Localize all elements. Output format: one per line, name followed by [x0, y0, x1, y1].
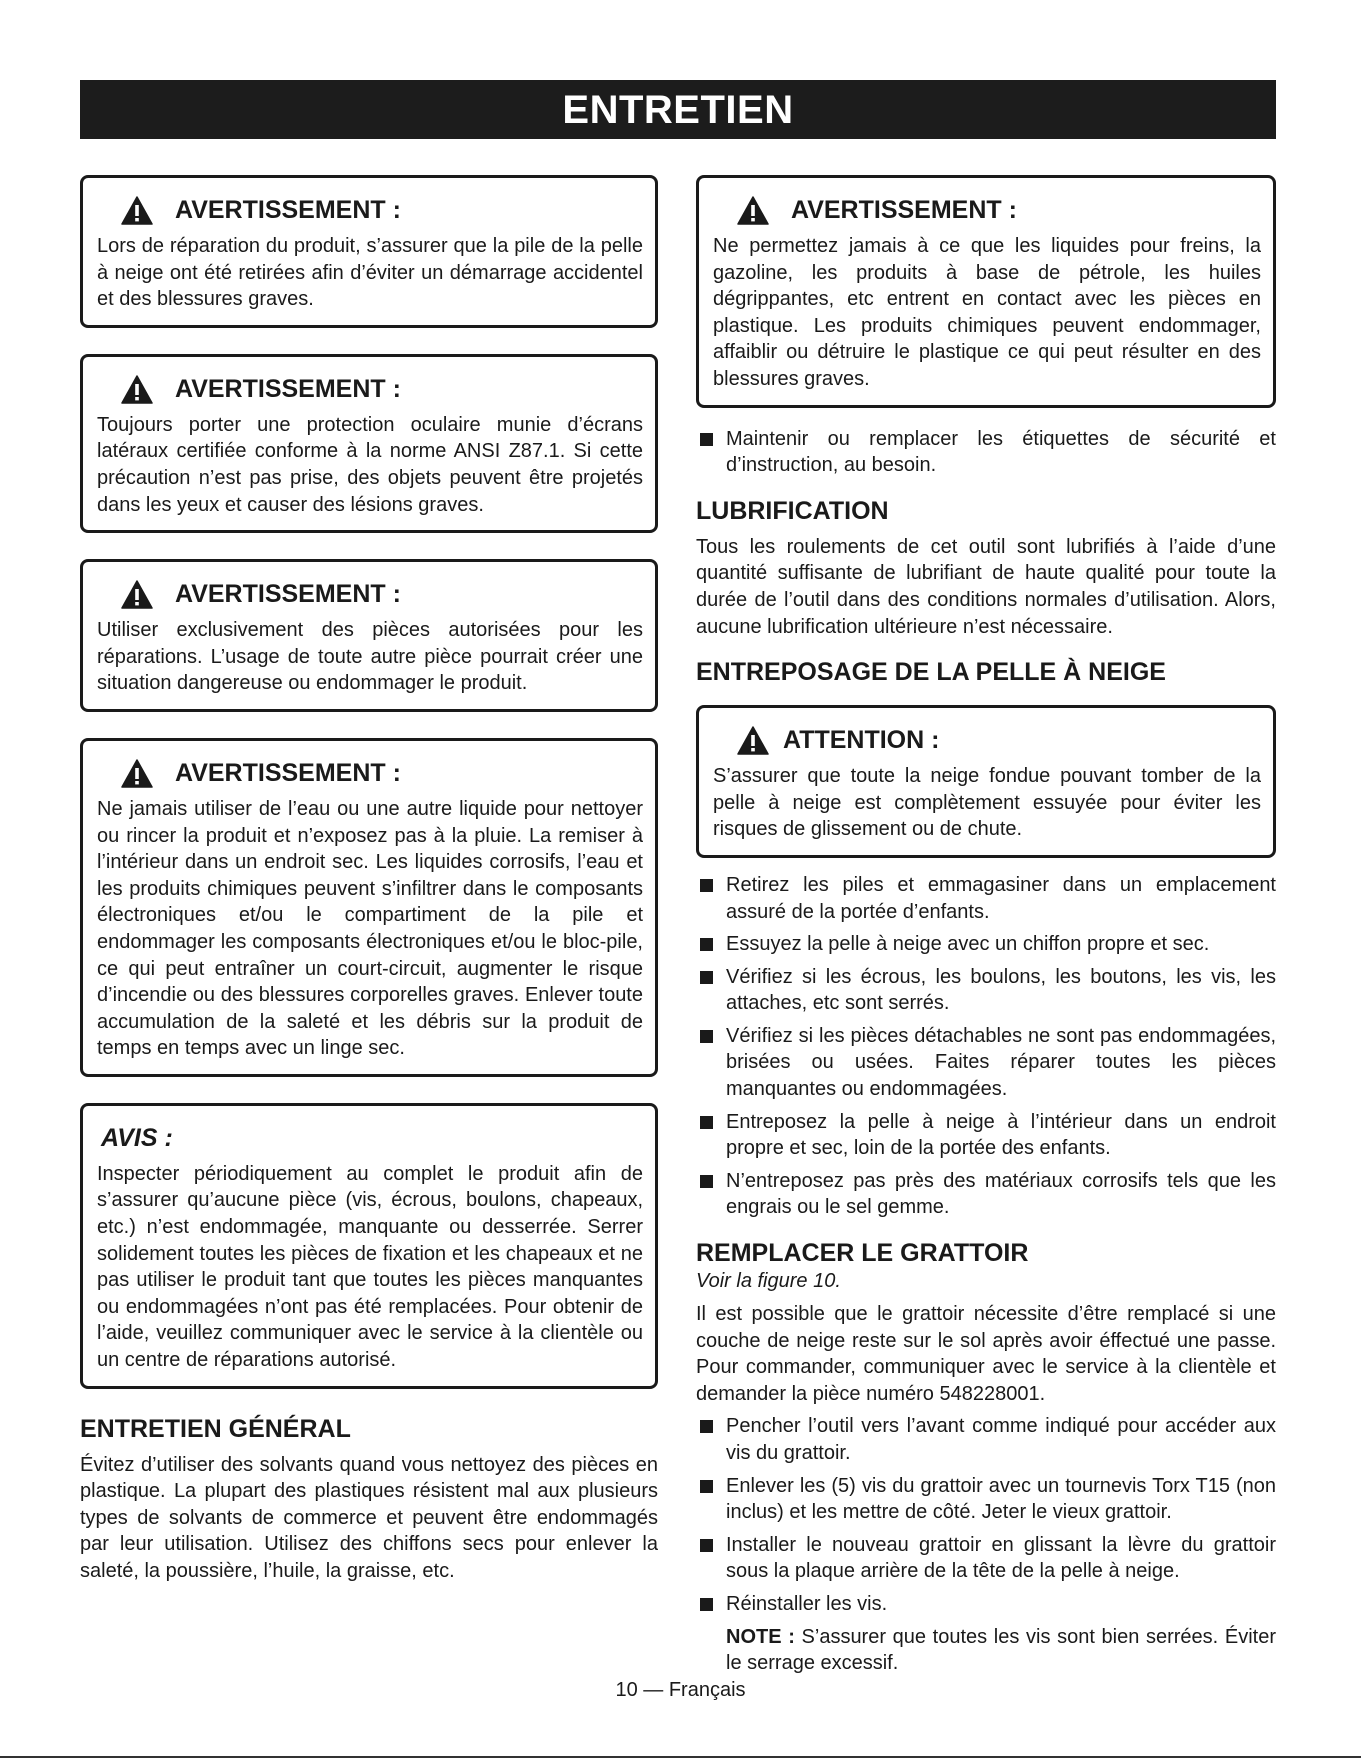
list-item: Maintenir ou remplacer les étiquettes de sécurité et d’instruction, au besoin.: [696, 426, 1276, 479]
storage-steps-list: [696, 872, 1276, 1221]
warning-heading: AVERTISSEMENT :: [175, 374, 401, 403]
square-bullet-icon: [700, 1598, 713, 1611]
square-bullet-icon: [700, 879, 713, 892]
square-bullet-icon: [700, 1116, 713, 1129]
list-item: Vérifiez si les pièces détachables ne sont pas endommagées, brisées ou usées. Faites réparer toutes les pièces manquantes ou endommagées.: [696, 1023, 1276, 1103]
list-item: Retirez les piles et emmagasiner dans un emplacement assuré de la portée d’enfants.: [696, 872, 1276, 925]
square-bullet-icon: [700, 433, 713, 446]
warning-text: Ne jamais utiliser de l’eau ou une autre liquide pour nettoyer ou rincer la produit et n’exposez pas à la pluie. La remiser à l’intérieur dans un endroit sec. Les liquides corrosifs, l’eau et les produits chimiques peuvent s’infiltrer dans le composants électroniques et/ou le compartiment de la pile et endommager les composants électroniques et/ou le bloc-pile, ce qui peut entraîner un court-circuit, augmenter le risque d’incendie ou des blessures corporelles graves. Enlever toute accumulation de la saleté et les débris sur la produit de temps en temps avec un linge sec.: [97, 797, 643, 1060]
caution-box-attention: [696, 705, 1276, 858]
warning-text: Ne permettez jamais à ce que les liquides pour freins, la gazoline, les produits à base de pétrole, les huiles dégrippantes, etc entrent en contact avec les pièces en plastique. Les produits chimiques peuvent endommager, affaiblir ou détruire le plastique ce qui peut résulter en des blessures graves.: [713, 235, 1261, 390]
warning-triangle-icon: [121, 580, 153, 609]
list-item: Vérifiez si les écrous, les boulons, les boutons, les vis, les attaches, etc sont serrés.: [696, 964, 1276, 1017]
warning-box-parts: [80, 559, 658, 712]
label-maintenance-list: [696, 426, 1276, 479]
section-heading-general-maintenance: ENTRETIEN GÉNÉRAL: [80, 1414, 351, 1443]
note-text: S’assurer que toutes les vis sont bien serrées. Éviter le serrage excessif.: [726, 1625, 1277, 1675]
warning-triangle-icon: [121, 759, 153, 788]
warning-box-battery: [80, 175, 658, 328]
list-item: Entreposez la pelle à neige à l’intérieur dans un endroit propre et sec, loin de la portée des enfants.: [696, 1109, 1276, 1162]
list-item: Enlever les (5) vis du grattoir avec un tournevis Torx T15 (non inclus) et les mettre de côté. Jeter le vieux grattoir.: [696, 1473, 1276, 1526]
square-bullet-icon: [700, 1175, 713, 1188]
warning-heading: AVERTISSEMENT :: [175, 196, 401, 224]
warning-box-eye-protection: [80, 354, 658, 533]
notice-text: Inspecter périodiquement au complet le produit afin de s’assurer qu’aucune pièce (vis, écrous, boulons, chapeaux, etc.) n’est endommagée, manquante ou desserrée. Serrer solidement toutes les pièces de fixation et les chapeaux et ne pas utiliser le produit tant que toutes les pièces manquantes ou endommagées n’ont pas été remplacées. Pour obtenir de l’aide, veuillez communiquer avec le service à la clientèle ou un centre de réparations autorisé.: [97, 1162, 643, 1372]
left-column: [80, 175, 658, 1585]
section-heading-replace-scraper: REMPLACER LE GRATTOIR: [696, 1239, 1029, 1268]
warning-triangle-icon: [121, 196, 153, 225]
figure-reference: Voir la figure 10.: [696, 1270, 841, 1293]
list-item: Essuyez la pelle à neige avec un chiffon propre et sec.: [696, 931, 1276, 958]
caution-text: S’assurer que toute la neige fondue pouvant tomber de la pelle à neige est complètement essuyée pour éviter les risques de glissement ou de chute.: [713, 765, 1261, 841]
note-label: NOTE :: [726, 1625, 795, 1648]
caution-heading: ATTENTION :: [783, 726, 940, 755]
warning-heading: AVERTISSEMENT :: [175, 758, 401, 787]
warning-box-liquids: [80, 738, 658, 1077]
page-banner-title: ENTRETIEN: [80, 80, 1276, 139]
notice-box-avis: [80, 1103, 658, 1389]
page-footer: 10 — Français: [615, 1679, 746, 1701]
scraper-note: [696, 1624, 1276, 1677]
bottom-rule: [0, 1756, 1361, 1758]
section-heading-lubrication: LUBRIFICATION: [696, 496, 889, 525]
warning-box-chemicals: [696, 175, 1276, 408]
warning-triangle-icon: [737, 726, 769, 755]
square-bullet-icon: [700, 1539, 713, 1552]
warning-text: Utiliser exclusivement des pièces autorisées pour les réparations. L’usage de toute autre pièce pourrait créer une situation dangereuse ou endommager le produit.: [97, 619, 643, 695]
scraper-intro-text: Il est possible que le grattoir nécessite d’être remplacé si une couche de neige reste sur le sol après avoir éffectué une passe. Pour commander, communiquer avec le service à la clientèle et demander la pièce numéro 548228001.: [696, 1303, 1276, 1405]
warning-text: Lors de réparation du produit, s’assurer que la pile de la pelle à neige ont été retirées afin d’éviter un démarrage accidentel et des blessures graves.: [97, 235, 643, 311]
lubrication-text: Tous les roulements de cet outil sont lubrifiés à l’aide d’une quantité suffisante de lubrifiant de haute qualité pour toute la durée de l’outil dans des conditions normales d’utilisation. Alors, aucune lubrification ultérieure n’est nécessaire.: [696, 535, 1276, 638]
list-item: Pencher l’outil vers l’avant comme indiqué pour accéder aux vis du grattoir.: [696, 1413, 1276, 1466]
right-column: [696, 175, 1276, 1677]
list-item: Réinstaller les vis.: [696, 1591, 1276, 1618]
square-bullet-icon: [700, 1030, 713, 1043]
warning-triangle-icon: [121, 375, 153, 404]
warning-triangle-icon: [737, 196, 769, 225]
notice-heading: AVIS :: [101, 1123, 173, 1152]
warning-text: Toujours porter une protection oculaire munie d’écrans latéraux certifiée conforme à la norme ANSI Z87.1. Si cette précaution n’est pas prise, des objets peuvent être projetés dans les yeux et causer des lésions graves.: [97, 413, 643, 516]
section-heading-storage: ENTREPOSAGE DE LA PELLE À NEIGE: [696, 658, 1166, 687]
square-bullet-icon: [700, 1480, 713, 1493]
square-bullet-icon: [700, 938, 713, 951]
square-bullet-icon: [700, 1420, 713, 1433]
scraper-steps-list: [696, 1413, 1276, 1617]
list-item: N’entreposez pas près des matériaux corrosifs tels que les engrais ou le sel gemme.: [696, 1168, 1276, 1221]
square-bullet-icon: [700, 971, 713, 984]
warning-heading: AVERTISSEMENT :: [175, 580, 401, 609]
list-item: Installer le nouveau grattoir en glissant la lèvre du grattoir sous la plaque arrière de la tête de la pelle à neige.: [696, 1532, 1276, 1585]
general-maintenance-text: Évitez d’utiliser des solvants quand vous nettoyez des pièces en plastique. La plupart des plastiques résistent mal aux plusieurs types de solvants de commerce et peuvent être endommagés par leur utilisation. Utilisez des chiffons secs pour enlever la saleté, la poussière, l’huile, la graisse, etc.: [80, 1453, 658, 1582]
warning-heading: AVERTISSEMENT :: [791, 196, 1017, 224]
